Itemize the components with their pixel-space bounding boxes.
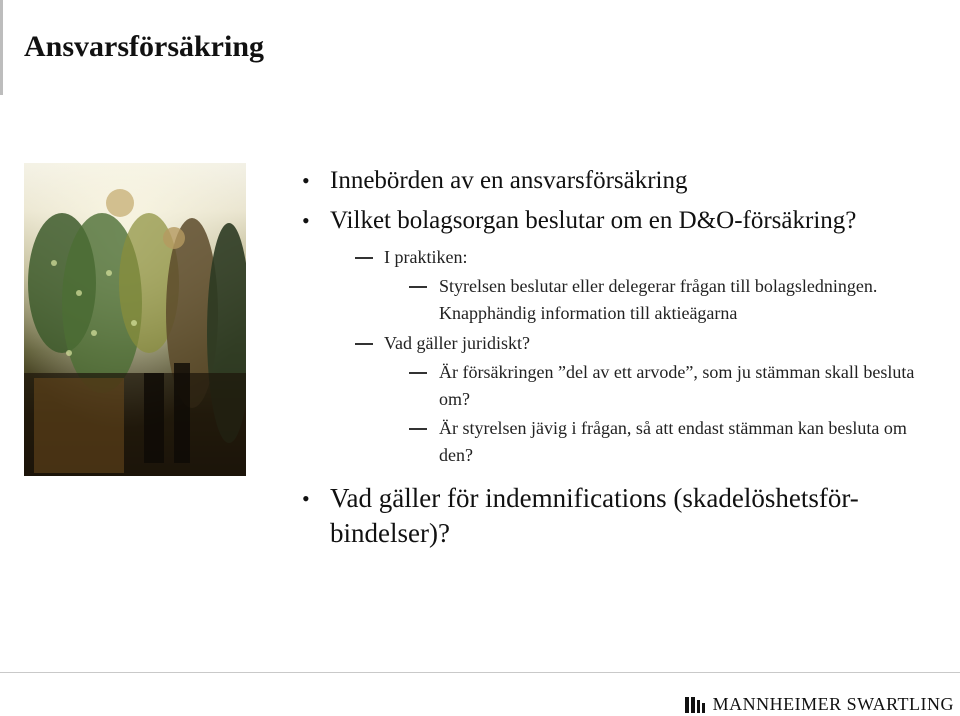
bullet-text: Vilket bolagsorgan beslutar om en D&O-försäkring? <box>330 207 857 234</box>
sub-sub-item-text: Styrelsen beslutar eller delegerar frågan till bolagsledningen. Knapphändig information till aktieägarna <box>439 276 878 323</box>
sub-sub-item <box>300 359 940 413</box>
sub-sub-item <box>300 415 940 469</box>
sub-sub-item <box>300 273 940 327</box>
bullet-item <box>300 204 940 237</box>
sub-item-juridiskt <box>300 330 940 357</box>
page-title: Ansvarsförsäkring <box>24 30 265 63</box>
left-edge-rule <box>0 0 3 95</box>
bullet-text: Innebörden av en ansvarsförsäkring <box>330 167 688 194</box>
sub-sub-item-text: Är styrelsen jävig i frågan, så att endast stämman kan besluta om den? <box>439 418 907 465</box>
sub-sub-item-text: Är försäkringen ”del av ett arvode”, som ju stämman skall besluta om? <box>439 362 915 409</box>
bullet-mark: • <box>302 486 310 511</box>
dash-mark <box>409 286 427 288</box>
logo-mark-icon <box>685 697 705 713</box>
sub-item-text: Vad gäller juridiskt? <box>384 333 530 353</box>
company-logo <box>685 694 954 715</box>
people-photo <box>24 163 246 476</box>
logo-text: MANNHEIMER SWARTLING <box>712 694 954 714</box>
dash-mark <box>409 372 427 374</box>
bullet-text: Vad gäller för indemnifications (skadelöshetsför-bindelser)? <box>330 483 859 548</box>
dash-mark <box>409 428 427 430</box>
bullet-item <box>300 164 940 197</box>
bullet-mark: • <box>302 208 310 233</box>
bullet-item <box>300 481 940 551</box>
bullet-mark: • <box>302 168 310 193</box>
dash-mark <box>355 257 373 259</box>
dash-mark <box>355 343 373 345</box>
slide-content <box>300 164 940 558</box>
sub-item-text: I praktiken: <box>384 247 468 267</box>
footer-divider <box>0 672 960 673</box>
sub-item-praktiken <box>300 244 940 271</box>
